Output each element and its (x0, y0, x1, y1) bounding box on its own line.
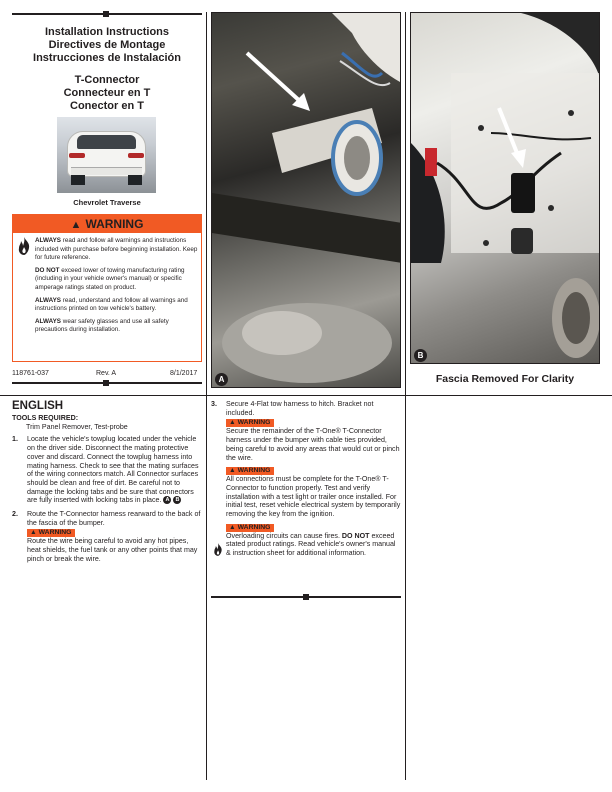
warning-label: ▲ WARNING (226, 524, 274, 532)
product-block (12, 74, 202, 113)
product-es: Conector en T (70, 100, 144, 112)
step-1 (12, 435, 202, 505)
title-en: Installation Instructions (44, 26, 170, 38)
top-rule-marker (103, 11, 109, 17)
photo-b-illustration (411, 13, 600, 364)
part-number: 118761-037 (12, 370, 49, 377)
photo-b (410, 12, 600, 364)
warning-triangle-icon: ▲ (229, 523, 238, 531)
vehicle-photo (57, 117, 156, 193)
column-2-end-marker (303, 594, 309, 600)
column-divider-2 (405, 12, 406, 780)
warning-item: ALWAYS read, understand and follow all warnings and instructions printed on tow vehicle's battery. (35, 296, 188, 313)
warning-label: ▲ WARNING (27, 529, 75, 537)
warning-item: DO NOT exceed lower of towing manufacturing rating (including in your vehicle owner's manual) or specific amperage ratings stated on product. (35, 266, 185, 291)
step-number: 3. (211, 400, 217, 408)
vehicle-caption: Chevrolet Traverse (73, 198, 141, 207)
warning-item: ALWAYS wear safety glasses and use all safety precautions during installation. (35, 317, 169, 334)
step-3 (211, 400, 401, 558)
flame-icon (213, 543, 223, 556)
photo-ref-b: B (173, 496, 181, 504)
instructions-column-2 (211, 400, 401, 563)
warning-text: Route the wire being careful to avoid any hot pipes, heat shields, the fuel tank or any other points that may pinch or break the wire. (27, 537, 198, 563)
footer-rule-marker (103, 380, 109, 386)
date: 8/1/2017 (170, 370, 198, 377)
photo-a-label: A (215, 373, 228, 386)
warning-triangle-icon: ▲ (229, 467, 238, 475)
step-text: Locate the vehicle's towplug located under the vehicle on the driver side. Disconnect the mating protective cover and discard. Connect the towplug harness into mating harness. Check to see that the mating surfaces of the wiring connectors match. All Connector surfaces should be clean and free of dirt. Be careful not to damage the locking tabs and be sure that connectors are fully inserted with locking tabs in place. (27, 435, 199, 505)
product-fr: Connecteur en T (63, 87, 151, 99)
warning-label: ▲ WARNING (226, 419, 274, 427)
photo-b-caption: Fascia Removed For Clarity (435, 373, 575, 385)
section-title: ENGLISH (12, 400, 64, 412)
photo-a (211, 12, 401, 388)
step-text: Secure 4-Flat tow harness to hitch. Bracket not included. (226, 400, 374, 417)
step-2 (12, 510, 202, 564)
tools-heading: TOOLS REQUIRED: (12, 414, 79, 422)
warning-triangle-icon: ▲ (30, 529, 39, 537)
arrow-icon (247, 53, 302, 103)
revision: Rev. A (96, 370, 117, 377)
warning-triangle-icon: ▲ (229, 419, 238, 427)
step-number: 2. (12, 510, 18, 519)
warning-triangle-icon: ▲ (70, 219, 82, 231)
product-en: T-Connector (74, 74, 140, 86)
warning-panel-body (35, 237, 199, 339)
title-block (12, 26, 202, 65)
warning-header (13, 215, 201, 233)
warning-panel (12, 214, 202, 362)
flame-icon (17, 237, 31, 255)
warning-item: ALWAYS read and follow all warnings and instructions included with purchase before beginning installation. Keep for future reference. (35, 237, 198, 262)
tools-list: Trim Panel Remover, Test-probe (26, 422, 128, 431)
section-rule (0, 395, 612, 396)
photo-a-illustration (212, 13, 401, 388)
photo-ref-a: A (163, 496, 171, 504)
step-text: Route the T-Connector harness rearward to the back of the fascia of the bumper. (27, 510, 201, 527)
warning-text: Overloading circuits can cause fires. DO NOT exceed stated product ratings. Read vehicle's owner's manual & instruction sheet for additional information. (226, 531, 396, 558)
photo-b-label: B (414, 349, 427, 362)
column-divider-1 (206, 12, 207, 780)
title-es: Instrucciones de Instalación (33, 52, 181, 64)
warning-text: All connections must be complete for the T-One® T-Connector to function properly. Test and verify installation with a test light or trailer once installed. For initial test, reset vehicle electrical system by temporarily removing the key from the ignition. (226, 475, 401, 519)
instructions-column-1 (12, 400, 202, 569)
step-number: 1. (12, 435, 18, 444)
warning-header-label: WARNING (85, 217, 144, 231)
warning-text: Secure the remainder of the T-One® T-Connector harness under the bumper with cable ties provided, being careful to avoid any areas that would cut or pinch the wire. (226, 427, 400, 462)
warning-label: ▲ WARNING (226, 467, 274, 475)
title-fr: Directives de Montage (48, 39, 166, 51)
